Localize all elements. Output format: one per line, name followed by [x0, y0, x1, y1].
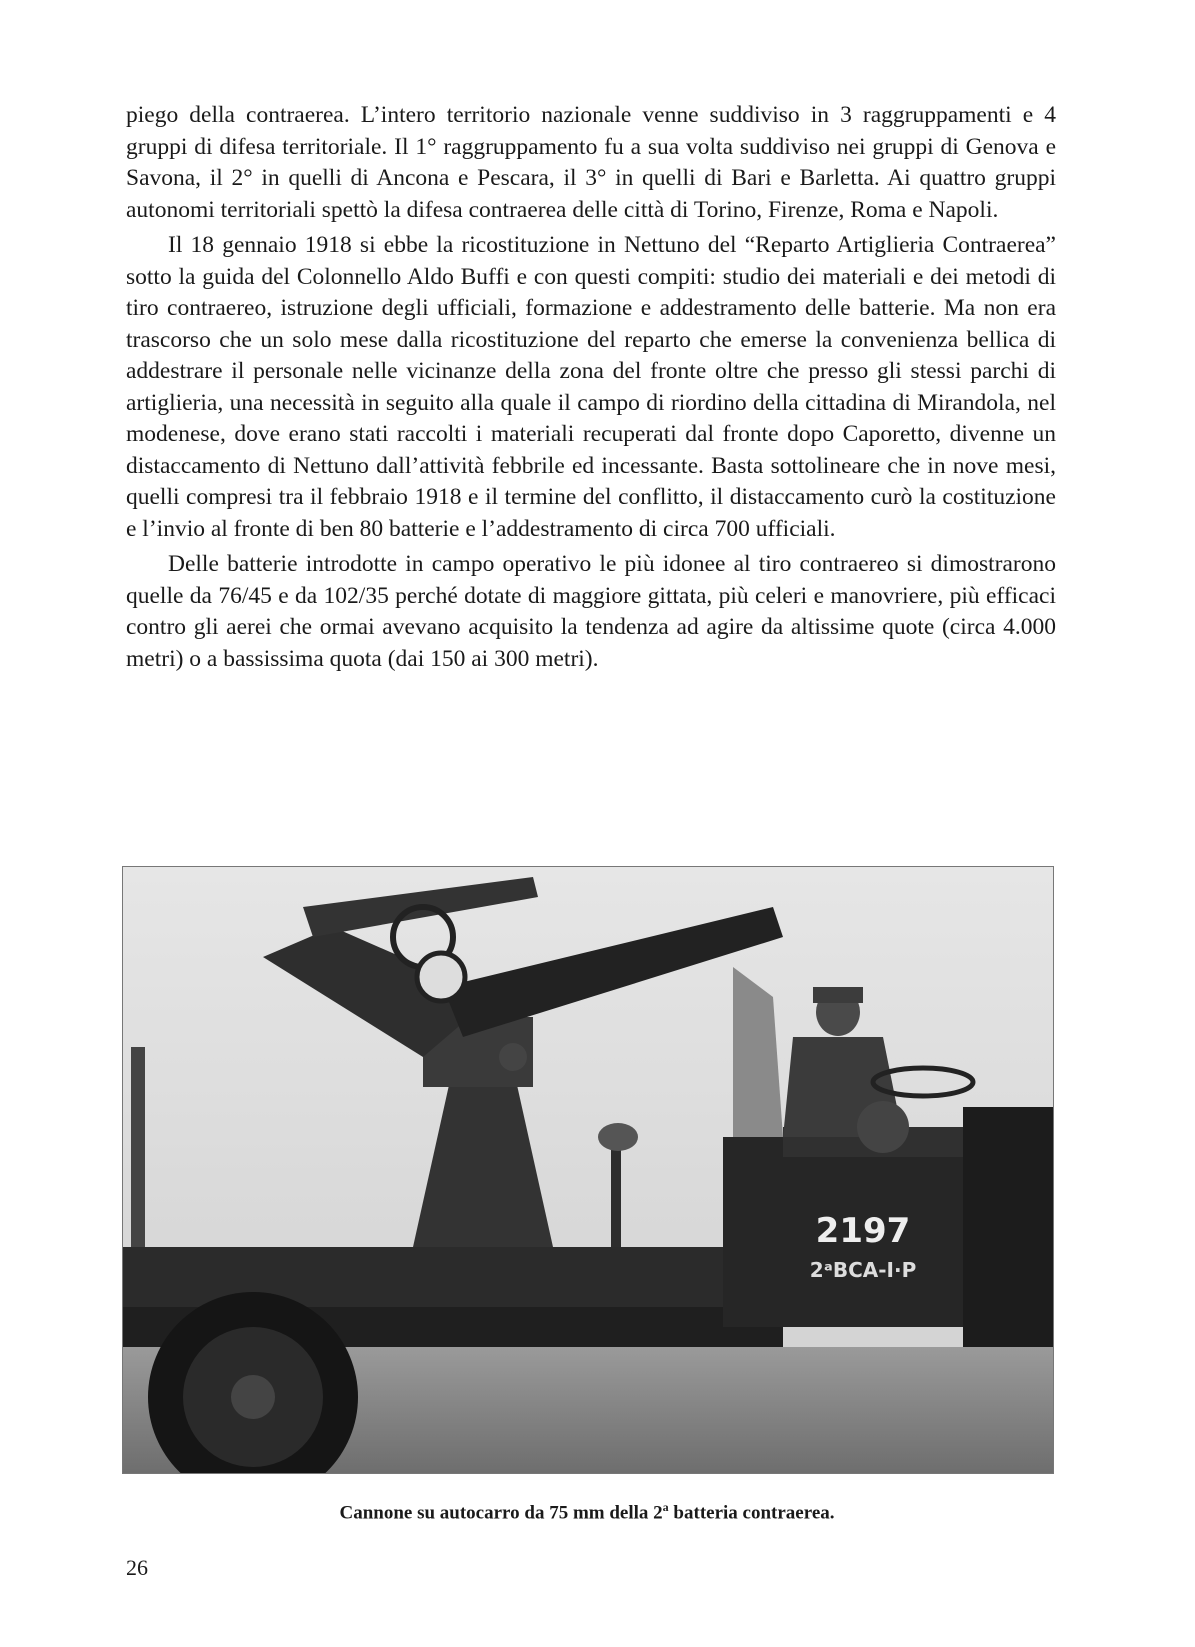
body-text: [126, 100, 1056, 679]
figure-caption: [122, 1500, 1052, 1524]
page-number: 26: [126, 1555, 148, 1580]
paragraph: Delle batterie introdotte in campo operativo le più idonee al tiro contraereo si dimostrarono quelle da 76/45 e da 102/35 perché dotate di maggiore gittata, più celeri e manovriere, più efficaci contro gli aerei che ormai avevano acquisito la tendenza ad agire da altissime quote (circa 4.000 metri) o a bassissima quota (dai 150 ai 300 metri).: [126, 551, 1056, 672]
caption-text-after: batteria contraerea.: [668, 1502, 835, 1524]
photo-anti-aircraft-gun-truck: [122, 866, 1054, 1474]
caption-text-before: Cannone su autocarro da 75 mm della 2: [339, 1502, 663, 1524]
vehicle-number: 2197: [815, 1211, 911, 1251]
paragraph: piego della contraerea. L’intero territorio nazionale venne suddiviso in 3 raggruppamenti e 4 gruppi di difesa territoriale. Il 1° raggruppamento fu a sua volta suddiviso nei gruppi di Genova e Savona, il 2° in quelli di Ancona e Pescara, il 3° in quelli di Bari e Barletta. Ai quattro gruppi autonomi territoriali spettò la difesa contraerea delle città di Torino, Firenze, Roma e Napoli.: [126, 102, 1056, 223]
caption-superscript: a: [662, 1500, 669, 1514]
vehicle-unit-marking: 2ᵃBCA-I·P: [809, 1258, 917, 1282]
paragraph: Il 18 gennaio 1918 si ebbe la ricostituzione in Nettuno del “Reparto Artiglieria Contraerea” sotto la guida del Colonnello Aldo Buffi e con questi compiti: studio dei materiali e dei metodi di tiro contraereo, istruzione degli ufficiali, formazione e addestramento delle batterie. Ma non era trascorso che un solo mese dalla ricostituzione del reparto che emerse la convenienza bellica di addestrare il personale nelle vicinanze della zona del fronte oltre che presso gli stessi parchi di artiglieria, una necessità in seguito alla quale il campo di riordino della cittadina di Mirandola, nel modenese, dove erano stati raccolti i materiali recuperati dal fronte dopo Caporetto, divenne un distaccamento di Nettuno dall’attività febbrile ed incessante. Basta sottolineare che in nove mesi, quelli compresi tra il febbraio 1918 e il termine del conflitto, il distaccamento curò la costituzione e l’invio al fronte di ben 80 batterie e l’addestramento di circa 700 ufficiali.: [126, 232, 1056, 542]
